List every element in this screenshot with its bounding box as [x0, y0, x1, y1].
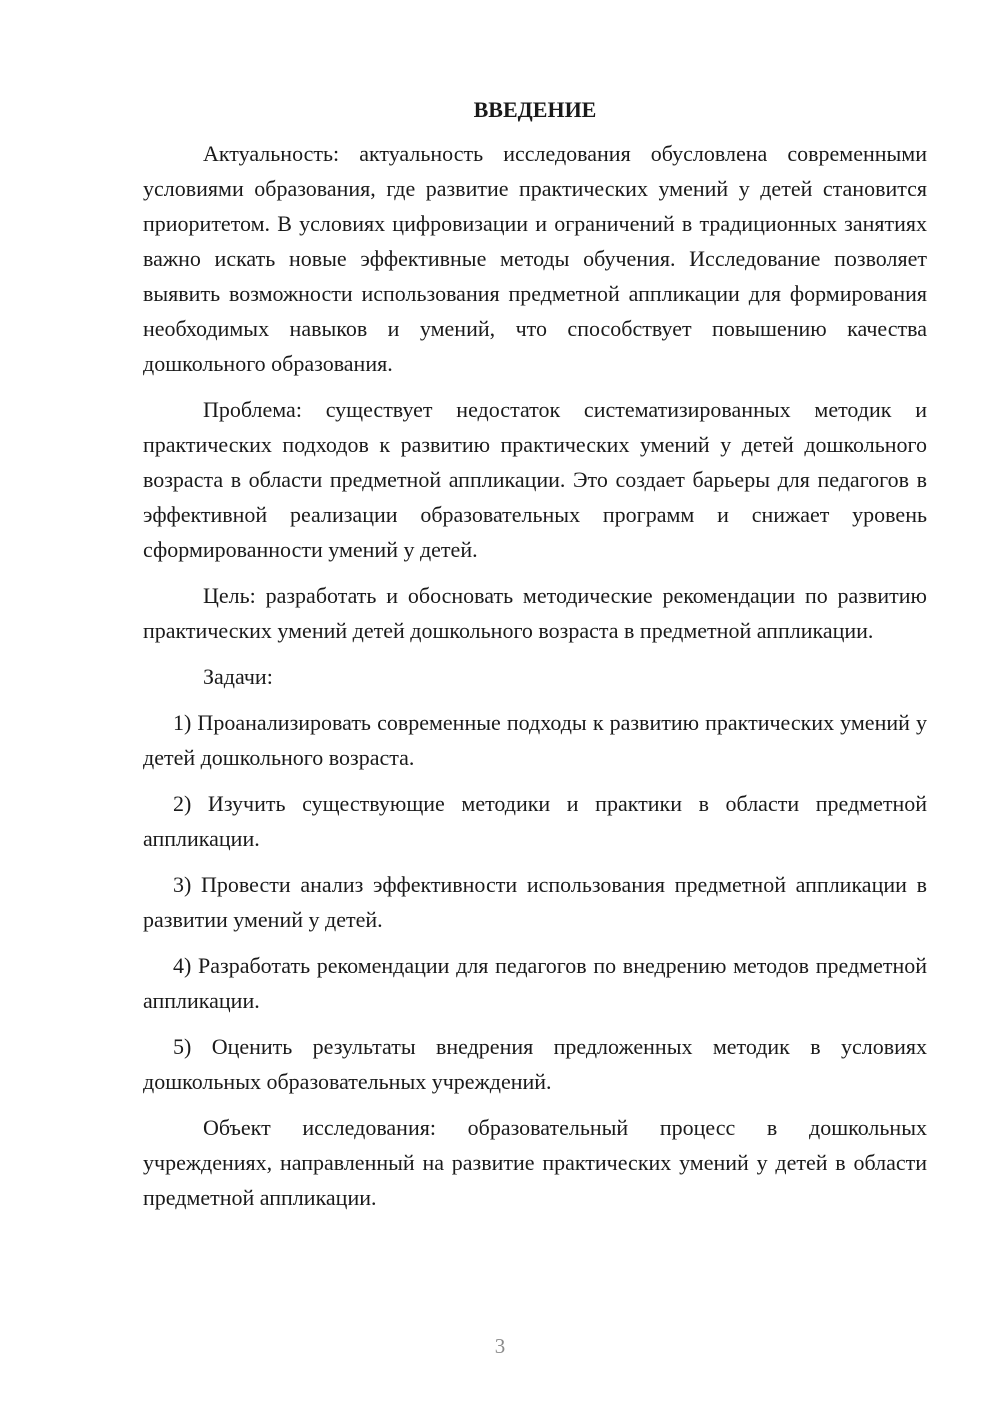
task-item-2: 2) Изучить существующие методики и практики в области предметной аппликации. — [143, 791, 927, 851]
section-heading: ВВЕДЕНИЕ — [473, 97, 597, 122]
relevance-paragraph: Актуальность: актуальность исследования обусловлена современными условиями образования, где развитие практических умений у детей становится приоритетом. В условиях цифровизации и ограничений в традиционных занятиях важно искать новые эффективные методы обучения. Исследование позволяет выявить возможности использования предметной аппликации для формирования необходимых навыков и умений, что способствует повышению качества дошкольного образования. — [143, 141, 927, 376]
tasks-label: Задачи: — [203, 664, 273, 689]
problem-paragraph: Проблема: существует недостаток систематизированных методик и практических подходов к развитию практических умений у детей дошкольного возраста в области предметной аппликации. Это создает барьеры для педагогов в эффективной реализации образовательных программ и снижает уровень сформированности умений у детей. — [143, 397, 927, 562]
task-item-3: 3) Провести анализ эффективности использования предметной аппликации в развитии умений у детей. — [143, 872, 927, 932]
task-item-5: 5) Оценить результаты внедрения предложенных методик в условиях дошкольных образовательных учреждений. — [143, 1034, 927, 1094]
object-paragraph: Объект исследования: образовательный процесс в дошкольных учреждениях, направленный на развитие практических умений у детей в области предметной аппликации. — [143, 1115, 927, 1210]
task-item-4: 4) Разработать рекомендации для педагогов по внедрению методов предметной аппликации. — [143, 953, 927, 1013]
goal-paragraph: Цель: разработать и обосновать методические рекомендации по развитию практических умений детей дошкольного возраста в предметной аппликации. — [143, 583, 927, 643]
task-item-1: 1) Проанализировать современные подходы к развитию практических умений у детей дошкольного возраста. — [143, 710, 927, 770]
page-content — [143, 92, 927, 1226]
page-number: 3 — [494, 1334, 506, 1358]
